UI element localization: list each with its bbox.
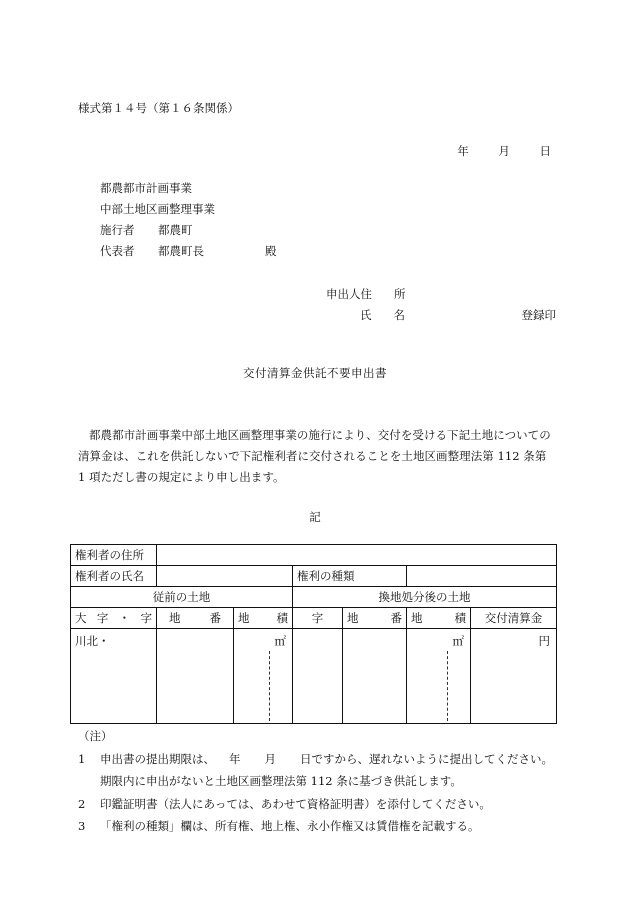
right-type-label: 権利の種類 — [293, 566, 407, 587]
body-text — [78, 425, 555, 488]
chiban-cell[interactable] — [157, 629, 234, 724]
after-land-header: 換地処分後の土地 — [293, 587, 557, 608]
owner-name-cell[interactable] — [157, 566, 293, 587]
owner-address-label: 権利者の住所 — [71, 545, 157, 566]
new-chiban-header: 地 番 — [343, 608, 407, 629]
right-type-cell[interactable] — [407, 566, 557, 587]
representative-row — [100, 241, 277, 262]
decimal-divider — [269, 651, 270, 721]
addressee-block — [100, 178, 277, 262]
executor-value: 都農町 — [158, 223, 193, 237]
chiseki-header: 地 積 — [234, 608, 293, 629]
executor-row — [100, 220, 277, 241]
owner-name-label: 権利者の氏名 — [71, 566, 157, 587]
representative-value: 都農町長 — [158, 244, 204, 258]
form-number: 様式第１４号（第１６条関係） — [78, 101, 239, 115]
registered-seal: 登録印 — [521, 308, 556, 322]
area-unit: ㎡ — [274, 634, 286, 648]
yen-unit: 円 — [538, 634, 550, 648]
name-label-2: 名 — [393, 308, 405, 322]
applicant-block — [326, 284, 556, 326]
aza-header: 字 — [293, 608, 343, 629]
project-name-1: 都農都市計画事業 — [100, 181, 192, 195]
before-land-header: 従前の土地 — [71, 587, 293, 608]
note-3: 3 「権利の種類」欄は、所有権、地上権、永小作権又は賃借権を記載する。 — [78, 819, 480, 833]
table-row — [71, 545, 557, 566]
honorific: 殿 — [265, 244, 277, 258]
date-month: 月 — [498, 144, 510, 158]
settlement-cell[interactable] — [471, 629, 557, 724]
date-day: 日 — [539, 144, 551, 158]
body-paragraph: 都農都市計画事業中部土地区画整理事業の施行により、交付を受ける下記土地についての清算金は、これを供託しないで下記権利者に交付されることを土地区画整理法第 112 条第 1 項ただし書の規定により申し出ます。 — [78, 428, 551, 484]
document-title: 交付清算金供託不要申出書 — [243, 366, 387, 380]
note-1-continued: 期限内に申出がないと土地区画整理法第 112 条に基づき供託します。 — [100, 774, 462, 788]
address-label-2: 所 — [394, 287, 406, 301]
new-chiban-cell[interactable] — [343, 629, 407, 724]
land-table — [70, 544, 557, 724]
decimal-divider — [447, 651, 448, 721]
table-row — [71, 566, 557, 587]
table-row — [71, 629, 557, 724]
area-unit: ㎡ — [452, 634, 464, 648]
oaza-cell[interactable]: 川北・ — [71, 629, 157, 724]
date-year: 年 — [457, 144, 469, 158]
applicant-address-row — [326, 284, 556, 305]
project-name-2: 中部土地区画整理事業 — [100, 202, 215, 216]
settlement-header: 交付清算金 — [471, 608, 557, 629]
owner-address-cell[interactable] — [157, 545, 557, 566]
applicant-name-row — [326, 305, 556, 326]
notes-heading: （注） — [78, 729, 113, 743]
aza-cell[interactable] — [293, 629, 343, 724]
note-1: 1 申出書の提出期限は、 年 月 日ですから、遅れないように提出してください。 — [78, 751, 553, 766]
oaza-header: 大 字 ・ 字 — [71, 608, 157, 629]
table-row — [71, 608, 557, 629]
note-2: 2 印鑑証明書（法人にあっては、あわせて資格証明書）を添付してください。 — [78, 796, 491, 811]
name-label-1: 氏 — [360, 308, 372, 322]
new-chiseki-cell[interactable] — [407, 629, 471, 724]
address-label-1: 申出人住 — [326, 287, 372, 301]
chiban-header: 地 番 — [157, 608, 234, 629]
table-row — [71, 587, 557, 608]
notes-block — [78, 725, 553, 838]
representative-label: 代表者 — [100, 244, 135, 258]
new-chiseki-header: 地 積 — [407, 608, 471, 629]
ki-heading: 記 — [309, 510, 321, 524]
executor-label: 施行者 — [100, 223, 135, 237]
date-line — [457, 143, 551, 159]
chiseki-cell[interactable] — [234, 629, 293, 724]
